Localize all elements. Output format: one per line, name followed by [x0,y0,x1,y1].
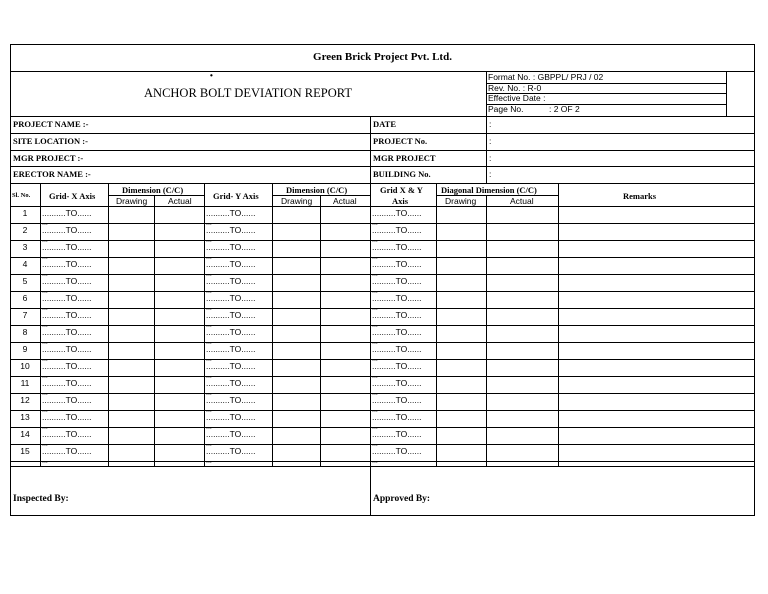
cell-dots: ... [372,339,378,346]
date-value: : [489,119,492,129]
cell-dots: ... [206,220,212,227]
grid-to-cell: ..........TO...... [206,276,256,286]
grid-to-cell: ..........TO...... [206,293,256,303]
approved-by-label: Approved By: [373,494,431,504]
grid-to-cell: ..........TO...... [206,378,256,388]
cell-dots: ... [372,305,378,312]
row-number: 13 [20,412,30,422]
divider [436,195,558,196]
divider [272,195,370,196]
cell-dots: ... [206,373,212,380]
row-divider [10,325,755,326]
mgr-project-right-label: MGR PROJECT [373,153,436,163]
header-grid-x: Grid- X Axis [49,191,96,201]
grid-to-cell: ..........TO...... [372,378,422,388]
erector-name-label: ERECTOR NAME :- [13,169,91,179]
cell-dots: ... [42,220,48,227]
divider [10,71,755,72]
row-divider [10,308,755,309]
grid-to-cell: ..........TO...... [372,310,422,320]
grid-to-cell: ..........TO...... [42,208,92,218]
grid-to-cell: ..........TO...... [42,395,92,405]
sub-actual-1: Actual [168,196,192,206]
cell-dots: ... [42,407,48,414]
cell-dots: ... [42,390,48,397]
cell-dots: ... [206,407,212,414]
cell-dots: ... [42,424,48,431]
row-divider [10,223,755,224]
sub-actual-2: Actual [333,196,357,206]
row-divider [10,427,755,428]
sub-drawing-2: Drawing [281,196,313,206]
inspected-by-label: Inspected By: [13,494,69,504]
grid-to-cell: ..........TO...... [206,446,256,456]
grid-to-cell: ..........TO...... [206,225,256,235]
grid-to-cell: ..........TO...... [206,361,256,371]
cell-dots: ... [42,373,48,380]
header-grid-xy-axis: Axis [392,196,409,206]
row-divider [10,393,755,394]
cell-dots: ... [206,288,212,295]
row-divider [10,342,755,343]
cell-dots: ... [372,288,378,295]
sub-drawing-1: Drawing [116,196,148,206]
project-name-label: PROJECT NAME :- [13,119,89,129]
grid-to-cell: ..........TO...... [42,259,92,269]
report-title: ANCHOR BOLT DEVIATION REPORT [144,86,352,100]
header-grid-xy: Grid X & Y [380,185,423,195]
cell-dots: ... [206,458,212,465]
cell-dots: ... [42,288,48,295]
cell-dots: ... [206,390,212,397]
grid-to-cell: ..........TO...... [372,327,422,337]
cell-dots: ... [42,322,48,329]
divider [320,195,321,466]
grid-to-cell: ..........TO...... [372,446,422,456]
cell-dots: ... [206,322,212,329]
grid-to-cell: ..........TO...... [372,225,422,235]
cell-dots: ... [206,356,212,363]
building-no-label: BUILDING No. [373,169,431,179]
row-number: 8 [22,327,28,337]
row-number: 7 [22,310,28,320]
cell-dots: ... [372,390,378,397]
grid-to-cell: ..........TO...... [206,395,256,405]
grid-to-cell: ..........TO...... [206,344,256,354]
grid-to-cell: ..........TO...... [42,446,92,456]
grid-to-cell: ..........TO...... [372,208,422,218]
cell-dots: ... [372,254,378,261]
cell-dots: ... [372,373,378,380]
grid-to-cell: ..........TO...... [42,378,92,388]
cell-dots: ... [372,220,378,227]
row-divider [10,291,755,292]
grid-to-cell: ..........TO...... [206,208,256,218]
row-divider [10,410,755,411]
row-number: 6 [22,293,28,303]
sub-actual-3: Actual [510,196,534,206]
format-no: Format No. : GBPPL/ PRJ / 02 [488,72,604,82]
cell-dots: ... [206,339,212,346]
grid-to-cell: ..........TO...... [372,429,422,439]
divider [108,195,204,196]
grid-to-cell: ..........TO...... [372,412,422,422]
divider [10,466,755,467]
divider [726,71,727,116]
cell-dots: ... [206,441,212,448]
cell-dots: ... [206,254,212,261]
rev-no: Rev. No. : R-0 [488,83,542,93]
header-grid-y: Grid- Y Axis [213,191,259,201]
divider [486,195,487,466]
cell-dots: ... [372,458,378,465]
grid-to-cell: ..........TO...... [42,412,92,422]
row-number: 14 [20,429,30,439]
row-divider [10,274,755,275]
mgr-project-label: MGR PROJECT :- [13,153,84,163]
grid-to-cell: ..........TO...... [42,429,92,439]
row-number: 1 [22,208,28,218]
grid-to-cell: ..........TO...... [372,242,422,252]
grid-to-cell: ..........TO...... [372,395,422,405]
effective-date: Effective Date : [488,93,546,103]
cell-dots: ... [206,237,212,244]
cell-dots: ... [372,424,378,431]
grid-to-cell: ..........TO...... [42,293,92,303]
project-no-value: : [489,136,492,146]
cell-dots: ... [372,356,378,363]
row-number: 12 [20,395,30,405]
grid-to-cell: ..........TO...... [42,344,92,354]
grid-to-cell: ..........TO...... [372,259,422,269]
date-label: DATE [373,119,396,129]
cell-dots: ... [42,305,48,312]
cell-dots: ... [372,322,378,329]
cell-dots: ... [206,305,212,312]
cell-dots: ... [372,237,378,244]
grid-to-cell: ..........TO...... [42,361,92,371]
row-number: 2 [22,225,28,235]
cell-dots: ... [372,271,378,278]
sub-drawing-3: Drawing [445,196,477,206]
row-number: 3 [22,242,28,252]
grid-to-cell: ..........TO...... [42,327,92,337]
divider [10,183,755,184]
grid-to-cell: ..........TO...... [42,242,92,252]
cell-dots: ... [42,441,48,448]
cell-dots: ... [42,254,48,261]
cell-dots: ... [206,424,212,431]
header-diagonal: Diagonal Dimension (C/C) [441,185,537,195]
site-location-label: SITE LOCATION :- [13,136,88,146]
grid-to-cell: ..........TO...... [372,276,422,286]
header-dimension-1: Dimension (C/C) [122,185,184,195]
header-dimension-2: Dimension (C/C) [286,185,348,195]
grid-to-cell: ..........TO...... [42,276,92,286]
header-remarks: Remarks [623,191,657,201]
row-number: 15 [20,446,30,456]
divider [10,206,755,207]
row-divider [10,359,755,360]
grid-to-cell: ..........TO...... [372,293,422,303]
page-no-value: : 2 OF 2 [549,104,580,114]
divider [10,116,755,117]
header-sl-no: Sl. No. [12,192,31,199]
cell-dots: ... [42,237,48,244]
divider [154,195,155,466]
page-no-label: Page No. [488,104,524,114]
cell-dots: ... [372,407,378,414]
grid-to-cell: ..........TO...... [206,259,256,269]
row-number: 5 [22,276,28,286]
cell-dots: ... [372,441,378,448]
grid-to-cell: ..........TO...... [372,361,422,371]
mgr-project-value: : [489,153,492,163]
cell-dots: ... [42,339,48,346]
grid-to-cell: ..........TO...... [206,310,256,320]
grid-to-cell: ..........TO...... [42,225,92,235]
row-number: 4 [22,259,28,269]
row-number: 11 [20,378,30,388]
cell-dots: ... [42,271,48,278]
title-bullet: • [210,71,213,80]
grid-to-cell: ..........TO...... [42,310,92,320]
company-name: Green Brick Project Pvt. Ltd. [313,51,452,63]
cell-dots: ... [42,356,48,363]
cell-dots: ... [206,271,212,278]
row-divider [10,376,755,377]
grid-to-cell: ..........TO...... [206,429,256,439]
project-no-label: PROJECT No. [373,136,428,146]
row-number: 10 [20,361,30,371]
divider [10,150,755,151]
grid-to-cell: ..........TO...... [372,344,422,354]
grid-to-cell: ..........TO...... [206,412,256,422]
row-divider [10,240,755,241]
building-no-value: : [489,169,492,179]
cell-dots: ... [42,458,48,465]
row-divider [10,257,755,258]
row-divider [10,461,755,462]
row-divider [10,444,755,445]
divider [10,166,755,167]
row-number: 9 [22,344,28,354]
grid-to-cell: ..........TO...... [206,327,256,337]
divider [10,133,755,134]
grid-to-cell: ..........TO...... [206,242,256,252]
